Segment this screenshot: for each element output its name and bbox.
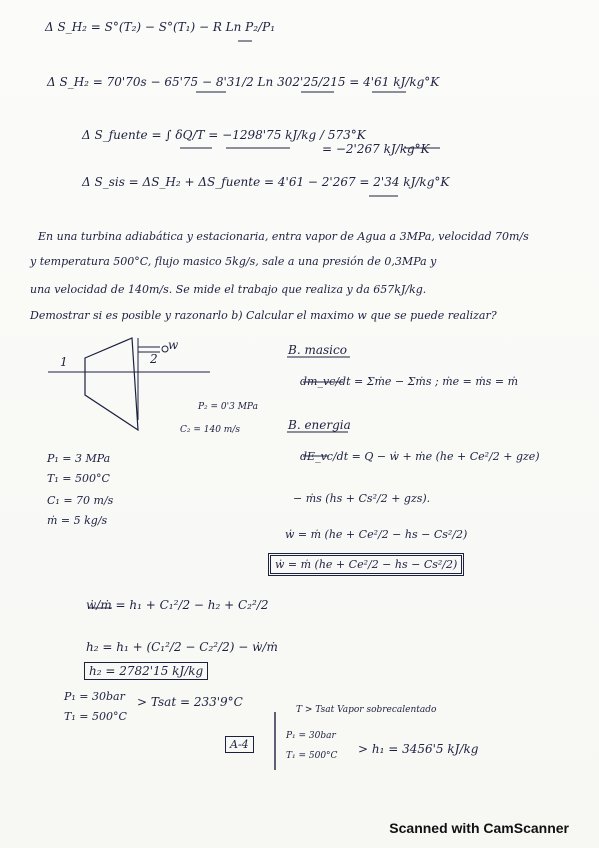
table-temperature: T₁ = 500°C <box>286 751 338 761</box>
mass-balance-heading: B. masico <box>288 343 347 357</box>
camscanner-watermark: Scanned with CamScanner <box>389 820 569 836</box>
table-reference: A-4 <box>225 736 254 753</box>
entropy-eq-2: Δ S_H₂ = 70'70s − 65'75 − 8'31/2 Ln 302'25/215 = 4'61 kJ/kg°K <box>47 75 440 89</box>
energy-balance-eq-2: − ṁs (hs + Cs²/2 + gzs). <box>293 492 431 505</box>
diagram-state-2: 2 <box>150 352 158 366</box>
energy-balance-result: ẇ = ṁ (he + Ce²/2 − hs − Cs²/2) <box>268 553 464 576</box>
mass-balance-eq: dm_vc/dt = Σṁe − Σṁs ; ṁe = ṁs = ṁ <box>300 375 519 388</box>
diagram-work-label: w <box>168 338 179 352</box>
problem-line-2: y temperatura 500°C, flujo masico 5kg/s, sale a una presión de 0,3MPa y <box>30 255 437 268</box>
inlet-pressure: P₁ = 30bar <box>64 690 125 703</box>
diagram-state-1: 1 <box>60 355 68 369</box>
problem-line-4: Demostrar si es posible y razonarlo b) Calcular el maximo w que se puede realizar? <box>30 309 497 322</box>
given-p1: P₁ = 3 MPa <box>47 452 111 465</box>
given-c1: C₁ = 70 m/s <box>47 494 114 507</box>
entropy-eq-1: Δ S_H₂ = S°(T₂) − S°(T₁) − R Ln P₂/P₁ <box>45 20 275 34</box>
entropy-system-eq: Δ S_sis = ΔS_H₂ + ΔS_fuente = 4'61 − 2'267 = 2'34 kJ/kg°K <box>82 175 450 189</box>
entropy-source-result: = −2'267 kJ/kg°K <box>322 142 430 156</box>
table-pressure: P₁ = 30bar <box>286 731 336 741</box>
energy-balance-eq-1: dE_vc/dt = Q − ẇ + ṁe (he + Ce²/2 + gze) <box>300 450 540 463</box>
problem-line-3: una velocidad de 140m/s. Se mide el trabajo que realiza y da 657kJ/kg. <box>30 283 427 296</box>
enthalpy-h1-result: > h₁ = 3456'5 kJ/kg <box>358 742 479 756</box>
energy-balance-heading: B. energia <box>288 418 351 432</box>
given-mdot: ṁ = 5 kg/s <box>47 514 108 527</box>
energy-balance-eq-3: ẇ = ṁ (he + Ce²/2 − hs − Cs²/2) <box>285 528 468 541</box>
turbine-shape <box>85 338 138 430</box>
given-t1: T₁ = 500°C <box>47 472 110 485</box>
problem-line-1: En una turbina adiabática y estacionaria, entra vapor de Agua a 3MPa, velocidad 70m/s <box>38 230 529 243</box>
enthalpy-h2-result: h₂ = 2782'15 kJ/kg <box>84 662 208 680</box>
saturation-temp: > Tsat = 233'9°C <box>137 695 243 709</box>
superheated-note: T > Tsat Vapor sobrecalentado <box>296 705 437 715</box>
outlet-pressure: P₂ = 0'3 MPa <box>198 402 258 412</box>
inlet-temperature: T₁ = 500°C <box>64 710 127 723</box>
specific-work-eq: ẇ/ṁ = h₁ + C₁²/2 − h₂ + C₂²/2 <box>86 598 269 612</box>
outlet-velocity: C₂ = 140 m/s <box>180 425 240 435</box>
enthalpy-h2-eq: h₂ = h₁ + (C₁²/2 − C₂²/2) − ẇ/ṁ <box>86 640 278 654</box>
entropy-source-eq: Δ S_fuente = ∫ δQ/T = −1298'75 kJ/kg / 573°K <box>82 128 366 142</box>
